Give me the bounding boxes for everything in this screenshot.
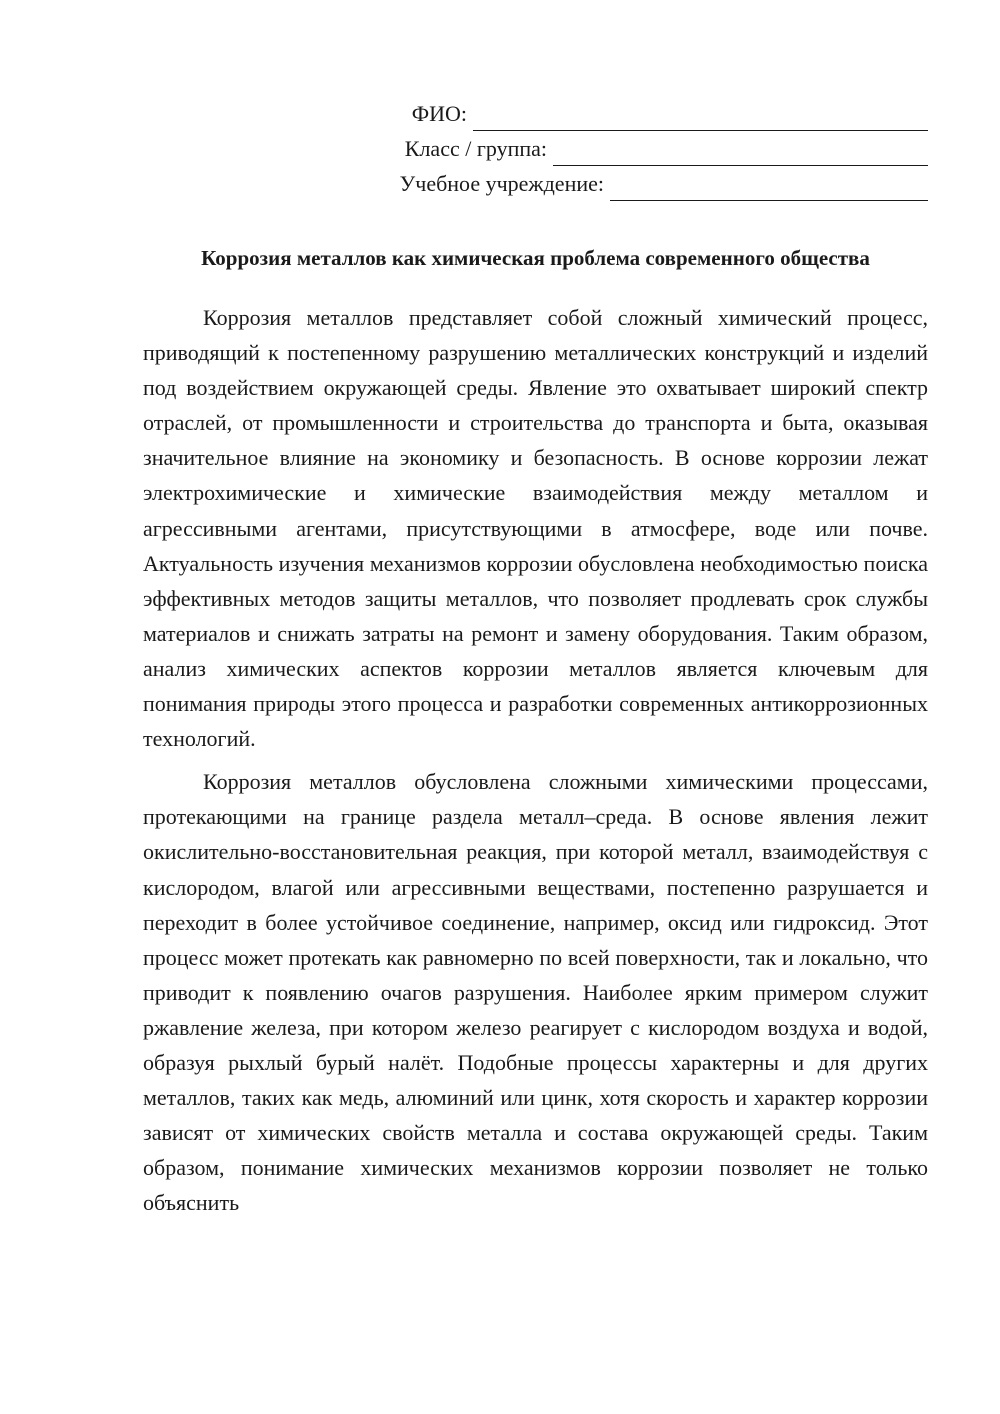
fio-field-line[interactable] bbox=[473, 104, 928, 131]
school-field-line[interactable] bbox=[610, 174, 928, 201]
document-title: Коррозия металлов как химическая проблема современного общества bbox=[201, 246, 870, 270]
paragraph-mechanism: Коррозия металлов обусловлена сложными химическими процессами, протекающими на границе раздела металл–среда. В основе явления лежит окислительно-восстановительная реакция, при которой металл, взаимодействуя с кислородом, влагой или агрессивными веществами, постепенно разрушается и переходит в более устойчивое соединение, например, оксид или гидроксид. Этот процесс может протекать как равномерно по всей поверхности, так и локально, что приводит к появлению очагов разрушения. Наиболее ярким примером служит ржавление железа, при котором железо реагирует с кислородом воздуха и водой, образуя рыхлый бурый налёт. Подобные процессы характерны и для других металлов, таких как медь, алюминий или цинк, хотя скорость и характер коррозии зависят от химических свойств металла и состава окружающей среды. Таким образом, понимание химических механизмов коррозии позволяет не только объяснить bbox=[143, 769, 928, 1216]
document-body bbox=[143, 300, 928, 1256]
class-field-line[interactable] bbox=[553, 139, 928, 166]
paragraph-intro: Коррозия металлов представляет собой сложный химический процесс, приводящий к постепенному разрушению металлических конструкций и изделий под воздействием окружающей среды. Явление это охватывает широкий спектр отраслей, от промышленности и строительства до транспорта и быта, оказывая значительное влияние на экономику и безопасность. В основе коррозии лежат электрохимические и химические взаимодействия между металлом и агрессивными агентами, присутствующими в атмосфере, воде или почве. Актуальность изучения механизмов коррозии обусловлена необходимостью поиска эффективных методов защиты металлов, что позволяет продлевать срок службы материалов и снижать затраты на ремонт и замену оборудования. Таким образом, анализ химических аспектов коррозии металлов является ключевым для понимания природы этого процесса и разработки современных антикоррозионных технологий. bbox=[143, 305, 928, 752]
fio-row bbox=[412, 96, 928, 131]
class-row bbox=[405, 131, 928, 166]
fio-label: ФИО: bbox=[411, 101, 467, 126]
school-row bbox=[400, 166, 928, 201]
school-label: Учебное учреждение: bbox=[399, 171, 604, 196]
student-info-block bbox=[143, 96, 928, 201]
class-label: Класс / группа: bbox=[404, 136, 547, 161]
